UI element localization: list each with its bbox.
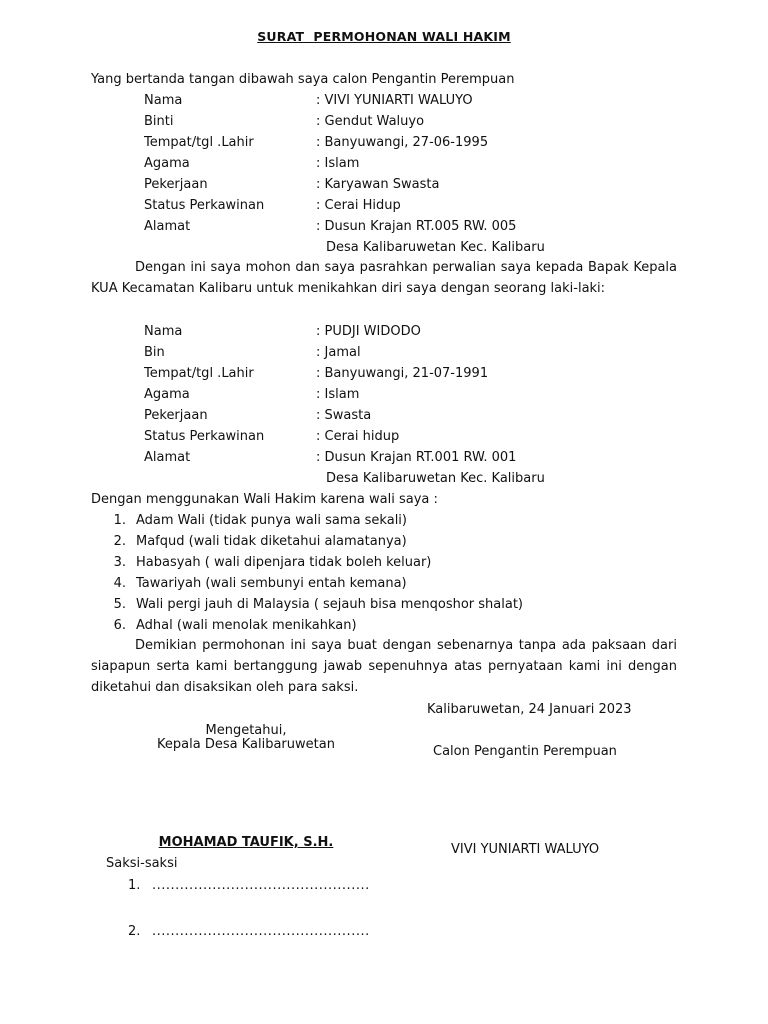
reason-text: Adhal (wali menolak menikahkan) [136, 618, 357, 633]
groom-religion-value: : Islam [316, 387, 360, 402]
groom-marital-value: : Cerai hidup [316, 429, 400, 444]
groom-father-label: Bin [144, 345, 165, 360]
reason-text: Adam Wali (tidak punya wali sama sekali) [136, 513, 407, 528]
village-head-title: Kepala Desa Kalibaruwetan [157, 737, 335, 752]
groom-religion-label: Agama [144, 387, 190, 402]
bride-father-label: Binti [144, 114, 174, 129]
bride-name-label: Nama [144, 93, 183, 108]
groom-name-value: : PUDJI WIDODO [316, 324, 421, 339]
witness-number: 2. [128, 924, 141, 939]
bride-address-value: : Dusun Krajan RT.005 RW. 005 [316, 219, 517, 234]
bride-occupation-value: : Karyawan Swasta [316, 177, 440, 192]
request-paragraph: Dengan ini saya mohon dan saya pasrahkan perwalian saya kepada Bapak Kepala KUA Kecamatan Kalibaru untuk menikahkan diri saya dengan seorang laki-laki: [91, 260, 677, 296]
village-head-name: MOHAMAD TAUFIK, S.H. [158, 835, 334, 850]
bride-religion-value: : Islam [316, 156, 360, 171]
bride-signature-name: VIVI YUNIARTI WALUYO [451, 842, 600, 857]
bride-father-value: : Gendut Waluyo [316, 114, 425, 129]
reason-number: 2. [113, 534, 126, 549]
reason-text: Wali pergi jauh di Malaysia ( sejauh bisa menqoshor shalat) [136, 597, 524, 612]
groom-occupation-label: Pekerjaan [144, 408, 208, 423]
bride-birth-value: : Banyuwangi, 27-06-1995 [316, 135, 489, 150]
reason-text: Mafqud (wali tidak diketahui alamatanya) [136, 534, 407, 549]
reason-number: 4. [113, 576, 126, 591]
bride-occupation-label: Pekerjaan [144, 177, 208, 192]
groom-birth-label: Tempat/tgl .Lahir [144, 366, 254, 381]
reason-number: 1. [113, 513, 126, 528]
groom-name-label: Nama [144, 324, 183, 339]
bride-name-value: : VIVI YUNIARTI WALUYO [316, 93, 473, 108]
groom-occupation-value: : Swasta [316, 408, 372, 423]
bride-religion-label: Agama [144, 156, 190, 171]
groom-address-value: : Dusun Krajan RT.001 RW. 001 [316, 450, 517, 465]
witnesses-label: Saksi-saksi [106, 856, 178, 871]
intro-text: Yang bertanda tangan dibawah saya calon Pengantin Perempuan [91, 72, 515, 87]
reason-number: 3. [113, 555, 126, 570]
reason-number: 5. [113, 597, 126, 612]
reason-text: Habasyah ( wali dipenjara tidak boleh keluar) [136, 555, 432, 570]
witness-number: 1. [128, 878, 141, 893]
reason-intro: Dengan menggunakan Wali Hakim karena wali saya : [91, 492, 438, 507]
witness-signature-line: ............................................... [152, 924, 370, 939]
reason-text: Tawariyah (wali sembunyi entah kemana) [136, 576, 407, 591]
groom-address-line2: Desa Kalibaruwetan Kec. Kalibaru [326, 471, 545, 486]
reason-number: 6. [113, 618, 126, 633]
place-date: Kalibaruwetan, 24 Januari 2023 [427, 702, 632, 717]
groom-address-label: Alamat [144, 450, 191, 465]
acknowledge-label: Mengetahui, [205, 723, 287, 738]
bride-address-line2: Desa Kalibaruwetan Kec. Kalibaru [326, 240, 545, 255]
groom-birth-value: : Banyuwangi, 21-07-1991 [316, 366, 489, 381]
bride-birth-label: Tempat/tgl .Lahir [144, 135, 254, 150]
bride-marital-value: : Cerai Hidup [316, 198, 401, 213]
groom-father-value: : Jamal [316, 345, 361, 360]
document-title: SURAT PERMOHONAN WALI HAKIM [257, 29, 511, 44]
bride-role-label: Calon Pengantin Perempuan [433, 744, 617, 759]
bride-marital-label: Status Perkawinan [144, 198, 265, 213]
closing-paragraph: Demikian permohonan ini saya buat dengan sebenarnya tanpa ada paksaan dari siapapun serta kami bertanggung jawab sepenuhnya atas pernyataan kami ini dengan diketahui dan disaksikan oleh para saksi. [91, 638, 677, 695]
witness-signature-line: ............................................... [152, 878, 370, 893]
groom-marital-label: Status Perkawinan [144, 429, 265, 444]
bride-address-label: Alamat [144, 219, 191, 234]
